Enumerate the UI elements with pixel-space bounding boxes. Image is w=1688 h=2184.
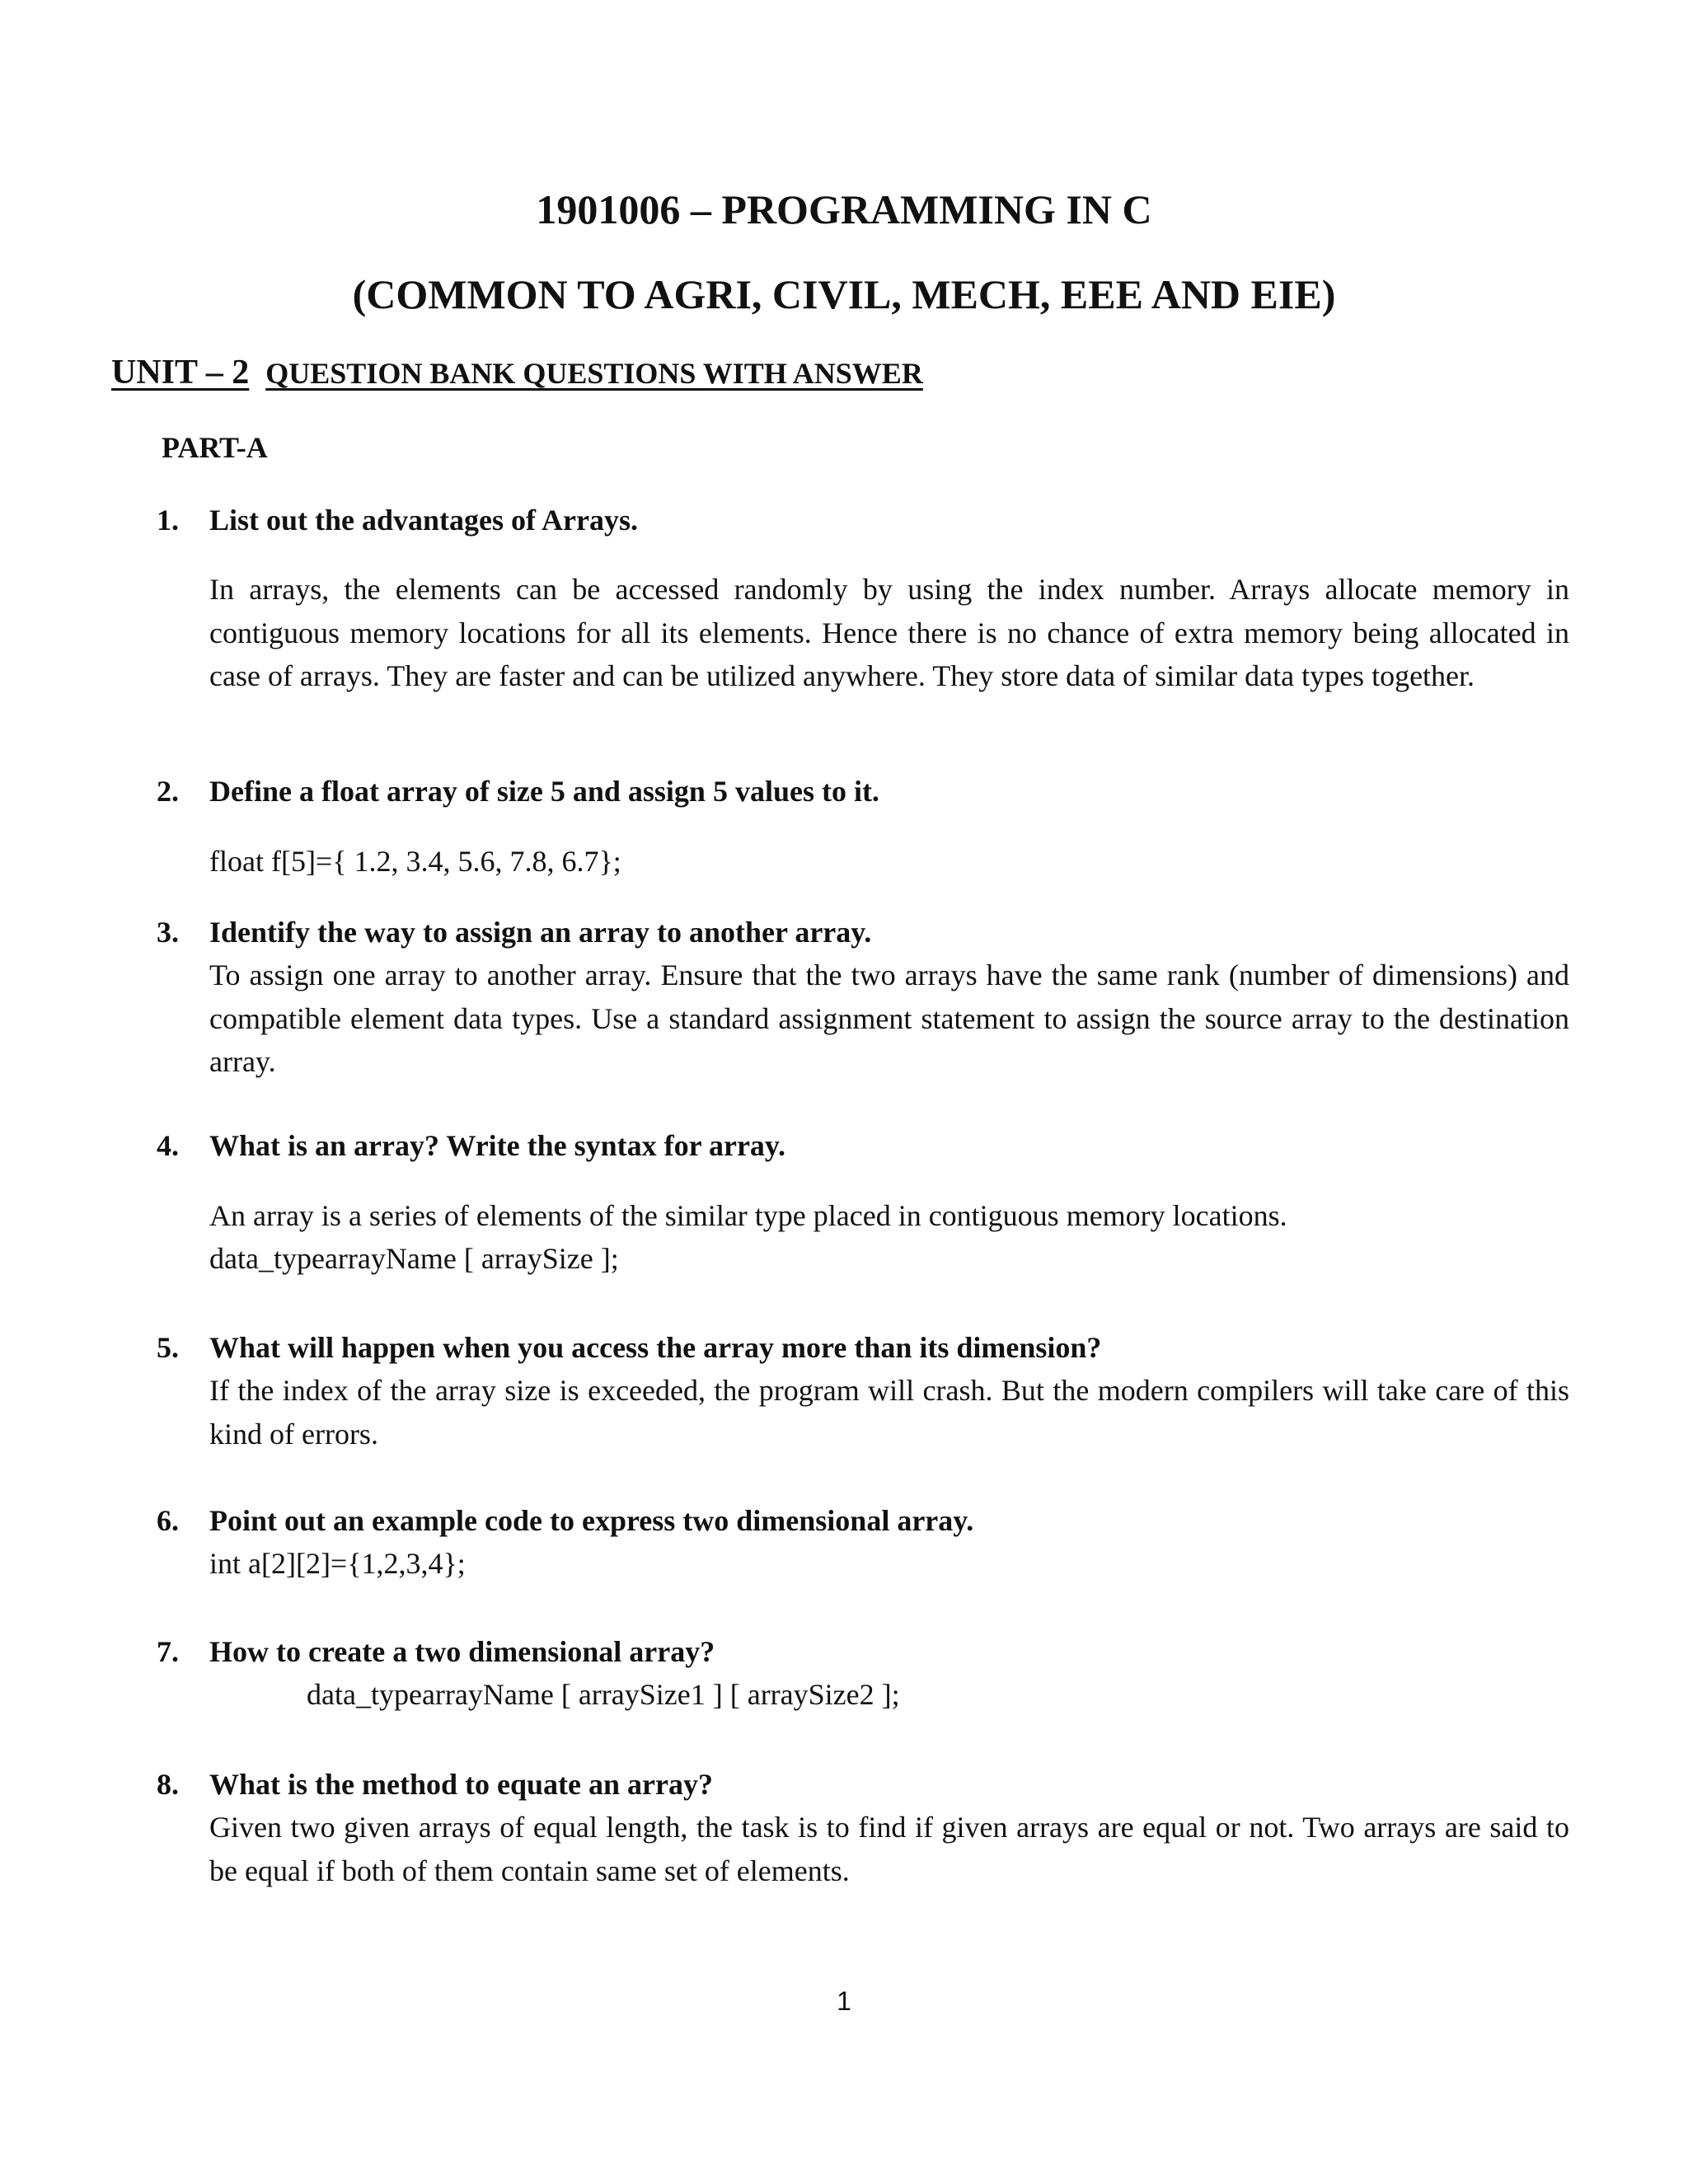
part-label: PART-A [162, 431, 268, 464]
question-number: 5. [157, 1331, 179, 1364]
question-2 [157, 770, 1558, 813]
page-number: 1 [837, 1986, 851, 2016]
question-text: How to create a two dimensional array? [209, 1635, 715, 1668]
question-text: Point out an example code to express two dimensional array. [209, 1504, 974, 1537]
answer-8: Given two given arrays of equal length, the task is to find if given arrays are equal or not. Two arrays are said to be equal if both of them contain same set of elements. [209, 1811, 1569, 1887]
answer-6: int a[2][2]={1,2,3,4}; [209, 1547, 466, 1580]
question-7 [157, 1630, 1558, 1673]
question-number: 8. [157, 1768, 179, 1801]
question-text: Define a float array of size 5 and assign 5 values to it. [209, 775, 879, 808]
unit-heading [111, 353, 923, 392]
question-5 [157, 1326, 1558, 1369]
question-3 [157, 911, 1558, 954]
answer-7: data_typearrayName [ arraySize1 ] [ arraySize2 ]; [307, 1678, 900, 1711]
question-text: What will happen when you access the array more than its dimension? [209, 1331, 1102, 1364]
question-4 [157, 1124, 1558, 1167]
answer-5: If the index of the array size is exceeded, the program will crash. But the modern compilers will take care of this kind of errors. [209, 1374, 1569, 1451]
question-number: 4. [157, 1129, 179, 1162]
question-number: 7. [157, 1635, 179, 1668]
answer-2: float f[5]={ 1.2, 3.4, 5.6, 7.8, 6.7}; [209, 845, 621, 878]
unit-subtitle: QUESTION BANK QUESTIONS WITH ANSWER [265, 357, 923, 390]
question-8 [157, 1763, 1558, 1806]
question-1 [157, 499, 1558, 541]
question-number: 3. [157, 916, 179, 949]
answer-1: In arrays, the elements can be accessed randomly by using the index number. Arrays allocate memory in contiguous memory locations for all its elements. Hence there is no chance of extra memory being allocated in case of arrays. They are faster and can be utilized anywhere. They store data of similar data types together. [209, 573, 1569, 692]
course-title: 1901006 – PROGRAMMING IN C [536, 186, 1152, 232]
question-text: What is the method to equate an array? [209, 1768, 713, 1801]
question-number: 1. [157, 504, 179, 537]
question-text: What is an array? Write the syntax for array. [209, 1129, 785, 1162]
unit-label: UNIT – 2 [111, 354, 250, 391]
course-subtitle: (COMMON TO AGRI, CIVIL, MECH, EEE AND EIE) [352, 271, 1336, 317]
answer-4-syntax: data_typearrayName [ arraySize ]; [209, 1242, 619, 1275]
question-text: List out the advantages of Arrays. [209, 504, 638, 537]
question-text: Identify the way to assign an array to another array. [209, 916, 872, 949]
question-number: 2. [157, 775, 179, 808]
answer-3: To assign one array to another array. Ensure that the two arrays have the same rank (number of dimensions) and compatible element data types. Use a standard assignment statement to assign the source array to the destination array. [209, 958, 1569, 1078]
question-6 [157, 1499, 1558, 1542]
answer-4-line-1: An array is a series of elements of the similar type placed in contiguous memory locations. [209, 1199, 1287, 1232]
question-number: 6. [157, 1504, 179, 1537]
